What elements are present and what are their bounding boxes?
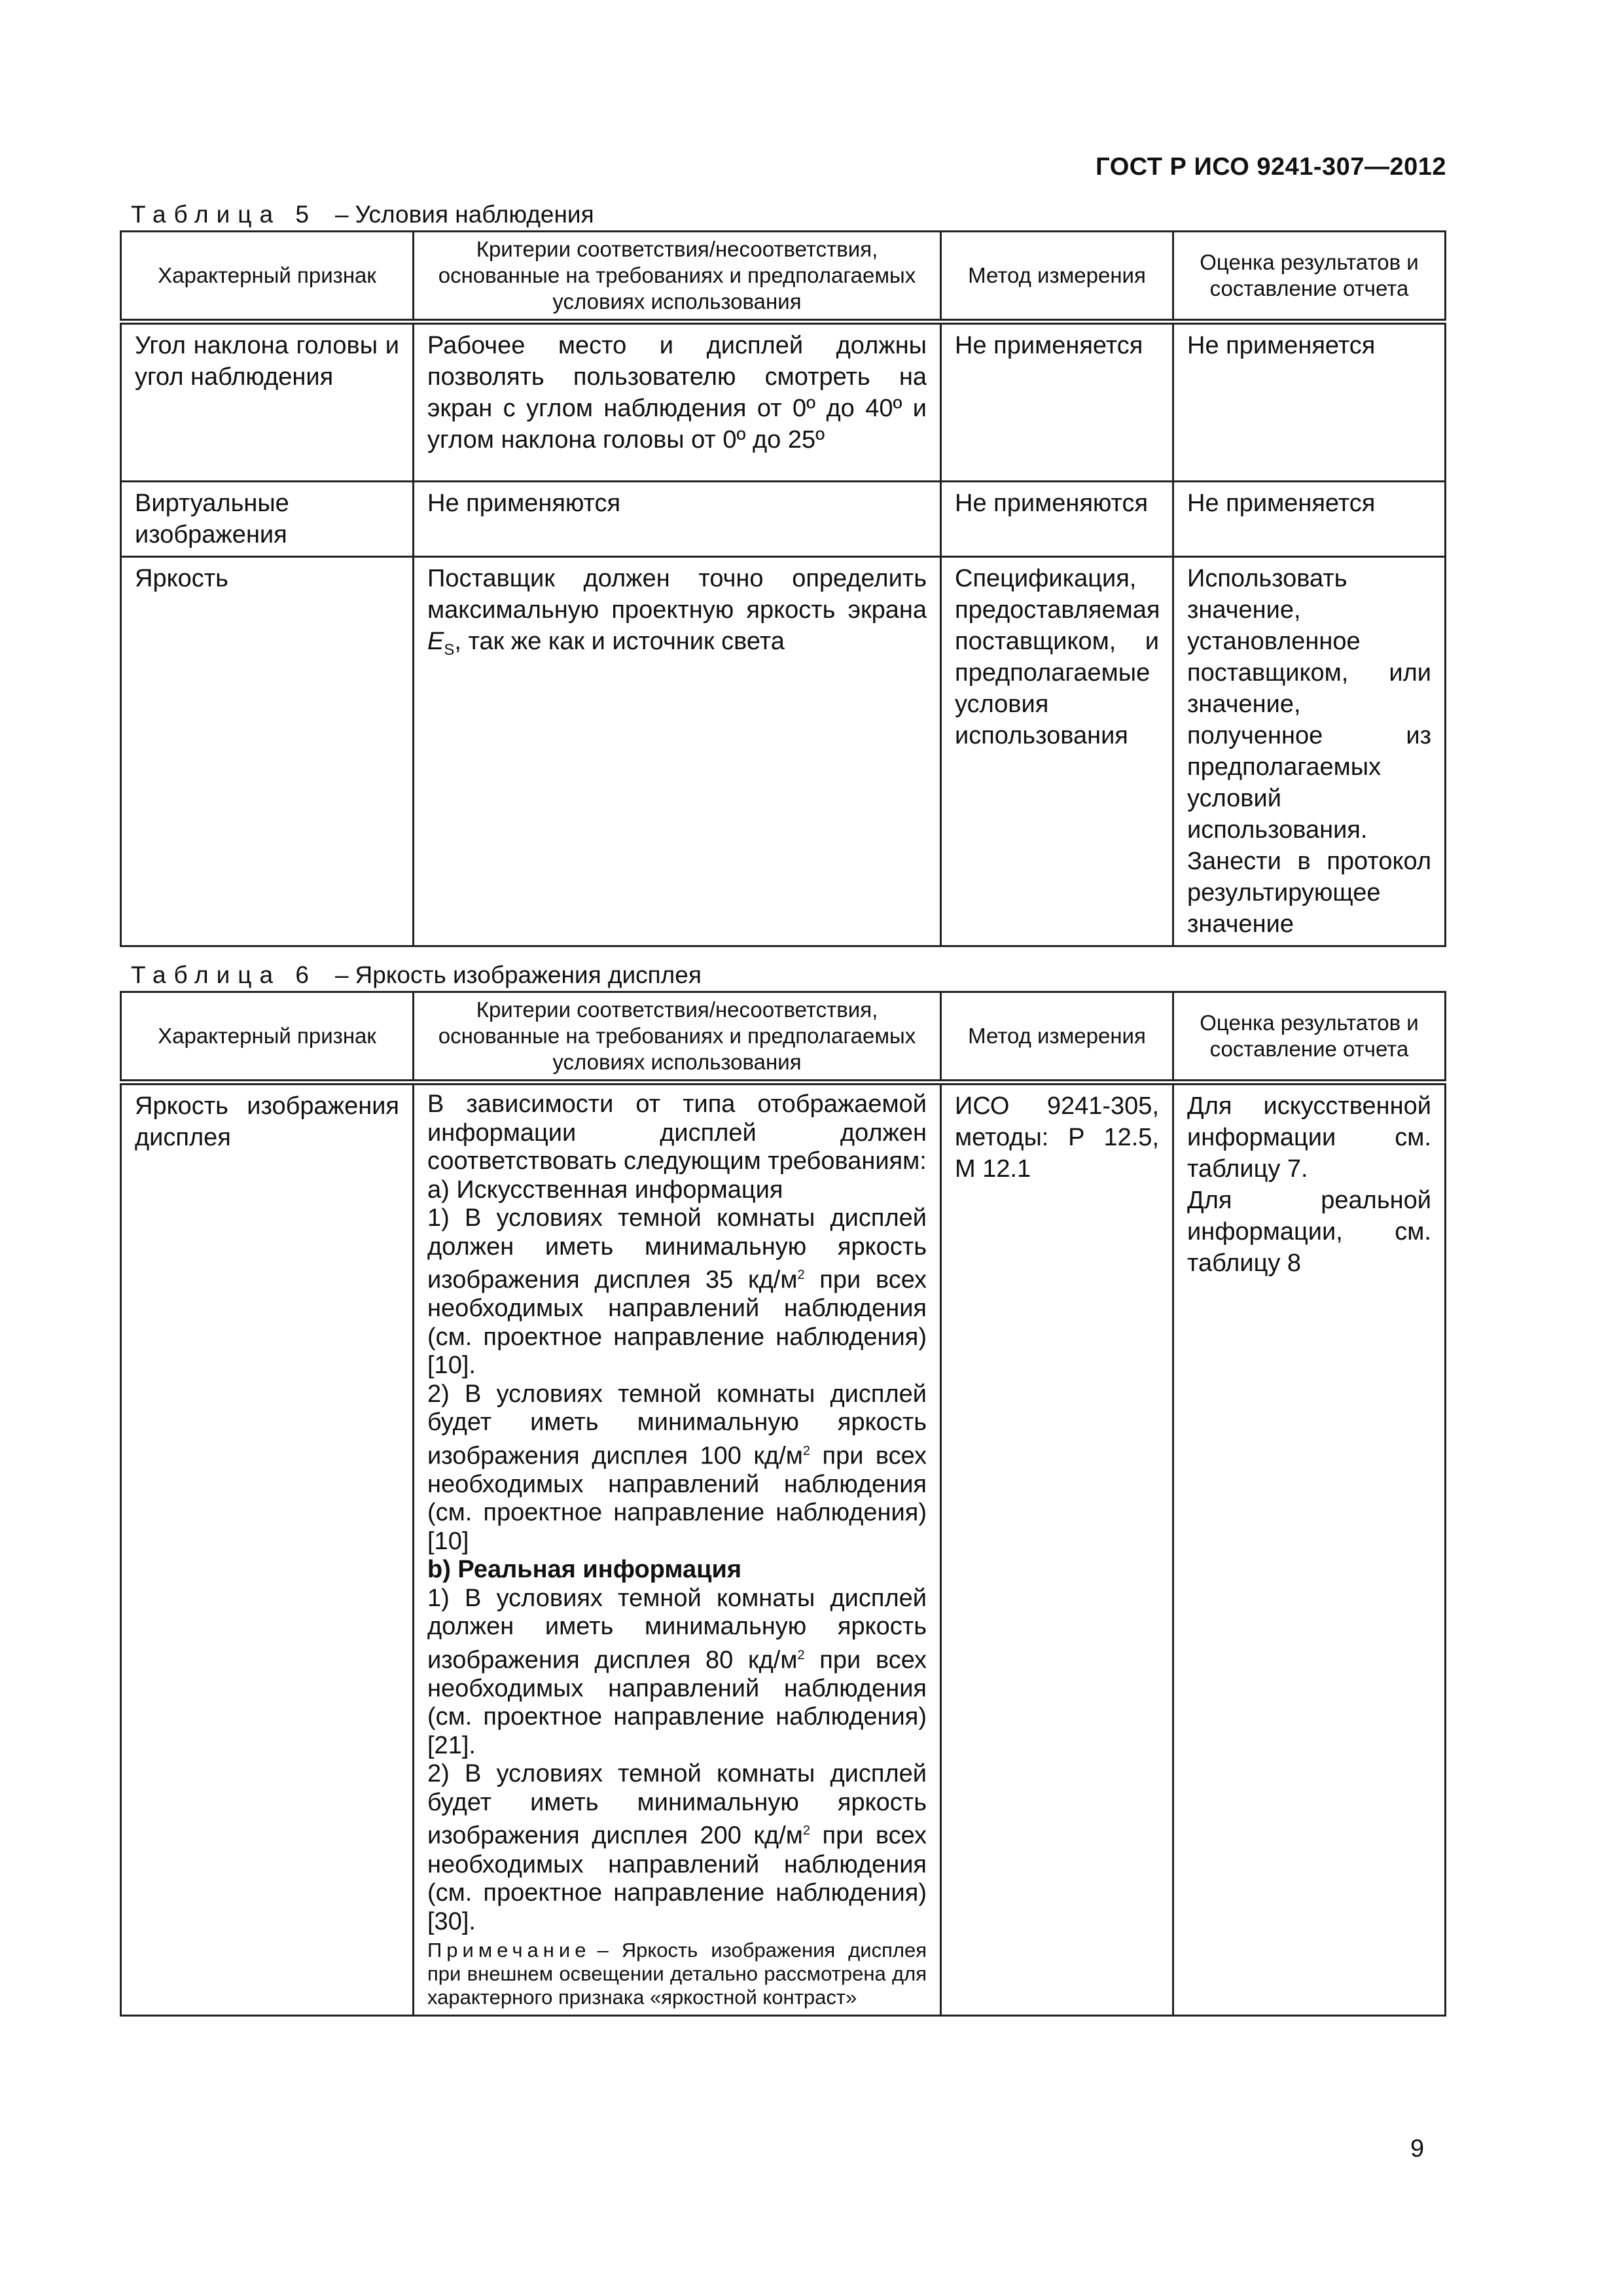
- table5-row2-method: Не применяются: [941, 482, 1173, 557]
- artificial-item-1: [427, 1204, 927, 1380]
- item-text: 2) В условиях темной комнаты дисплей будет иметь минимальную яркость изображения дисплея 200 кд/м: [427, 1760, 927, 1850]
- item-text: 1) В условиях темной комнаты дисплей должен иметь минимальную яркость изображения дисплея 80 кд/м: [427, 1584, 927, 1674]
- real-heading: b) Реальная информация: [427, 1556, 742, 1584]
- item-text: при всех необходимых направлений наблюдения (см. проектное направление наблюдения) [10].: [427, 1266, 927, 1380]
- caption-dash: –: [334, 961, 349, 988]
- table6-col-criteria: Критерии соответствия/несоответствия, основанные на требованиях и предполагаемых условиях использования: [414, 992, 941, 1083]
- table5-row3-evaluation: Использовать значение, установленное поставщиком, или значение, полученное из предполагаемых условий использования. Занести в протокол результирующее значение: [1173, 557, 1446, 946]
- page-number: 9: [1410, 2135, 1425, 2162]
- item-text: при всех необходимых направлений наблюдения (см. проектное направление наблюдения) [21].: [427, 1646, 927, 1759]
- table6-col-method: Метод измерения: [941, 992, 1173, 1083]
- evaluation-artificial: Для искусственной информации см. таблицу 7.: [1187, 1092, 1431, 1183]
- table5-row2-criteria: Не применяются: [414, 482, 941, 557]
- unit-exponent: 2: [797, 1647, 805, 1662]
- table6-caption-title: Яркость изображения дисплея: [355, 961, 702, 988]
- criteria-text: , так же как и источник света: [454, 628, 785, 655]
- table6-col-feature: Характерный признак: [121, 992, 414, 1083]
- table5-row3-criteria: [414, 557, 941, 946]
- real-item-1: [427, 1585, 927, 1761]
- table5-col-feature: Характерный признак: [121, 232, 414, 322]
- table5-caption-title: Условия наблюдения: [355, 201, 594, 228]
- table5-caption-label: Таблица 5: [131, 201, 317, 228]
- evaluation-real: Для реальной информации, см. таблицу 8: [1187, 1187, 1431, 1277]
- table5-row2-feature: Виртуальные изображения: [121, 482, 414, 557]
- table6-caption: [131, 961, 702, 990]
- table5-row2-evaluation: Не применяется: [1173, 482, 1446, 557]
- item-text: 1) В условиях темной комнаты дисплей должен иметь минимальную яркость изображения дисплея 35 кд/м: [427, 1204, 927, 1294]
- note-dash: –: [597, 1939, 622, 1962]
- table5-row3-feature: Яркость: [121, 557, 414, 946]
- table6-method: ИСО 9241-305, методы: P 12.5, M 12.1: [941, 1083, 1173, 2016]
- table-row: [121, 482, 1446, 557]
- table5-row3-method: Спецификация, предоставляемая поставщиком, и предполагаемые условия использования: [941, 557, 1173, 946]
- luminance-subscript: S: [444, 641, 455, 659]
- criteria-text: Поставщик должен точно определить максимальную проектную яркость экрана: [427, 565, 927, 624]
- table6-feature: Яркость изображения дисплея: [121, 1083, 414, 2016]
- table5-col-criteria: Критерии соответствия/несоответствия, основанные на требованиях и предполагаемых условиях использования: [414, 232, 941, 322]
- table5-header-row: [121, 232, 1446, 322]
- table5-caption: [131, 200, 594, 229]
- item-text: при всех необходимых направлений наблюдения (см. проектное направление наблюдения) [30].: [427, 1822, 927, 1935]
- item-text: при всех необходимых направлений наблюдения (см. проектное направление наблюдения) [10]: [427, 1442, 927, 1555]
- table5-col-method: Метод измерения: [941, 232, 1173, 322]
- table6-evaluation: [1173, 1083, 1446, 2016]
- table5-row1-method: Не применяется: [941, 322, 1173, 482]
- caption-dash: –: [334, 201, 349, 228]
- table6-caption-label: Таблица 6: [131, 961, 317, 988]
- table-row: [121, 557, 1446, 946]
- table6-criteria: [414, 1083, 941, 2016]
- item-text: 2) В условиях темной комнаты дисплей будет иметь минимальную яркость изображения дисплея 100 кд/м: [427, 1380, 927, 1470]
- note-label: Примечание: [427, 1939, 591, 1962]
- unit-exponent: 2: [802, 1443, 811, 1458]
- table6-col-evaluation: Оценка результатов и составление отчета: [1173, 992, 1446, 1083]
- real-item-2: [427, 1760, 927, 1936]
- table6: [120, 991, 1446, 2017]
- table-row: [121, 1083, 1446, 2016]
- table5-col-evaluation: Оценка результатов и составление отчета: [1173, 232, 1446, 322]
- luminance-symbol: E: [427, 628, 444, 655]
- table6-note: [427, 1939, 927, 2009]
- artificial-heading: а) Искусственная информация: [427, 1175, 783, 1204]
- unit-exponent: 2: [802, 1823, 811, 1839]
- table5-row1-feature: Угол наклона головы и угол наблюдения: [121, 322, 414, 482]
- table-row: [121, 322, 1446, 482]
- table5: [120, 230, 1446, 947]
- note-text: Яркость изображения дисплея при внешнем освещении детально рассмотрена для характерного признака «яркостной контраст»: [427, 1939, 927, 2009]
- unit-exponent: 2: [797, 1268, 805, 1282]
- artificial-item-2: [427, 1380, 927, 1556]
- criteria-intro: В зависимости от типа отображаемой информации дисплей должен соответствовать следующим требованиям:: [427, 1090, 927, 1175]
- table5-row1-evaluation: Не применяется: [1173, 322, 1446, 482]
- table5-row1-criteria: Рабочее место и дисплей должны позволять пользователю смотреть на экран с углом наблюдения от 0º до 40º и углом наклона головы от 0º до 25º: [414, 322, 941, 482]
- table6-header-row: [121, 992, 1446, 1083]
- document-id: ГОСТ Р ИСО 9241-307—2012: [1096, 153, 1446, 181]
